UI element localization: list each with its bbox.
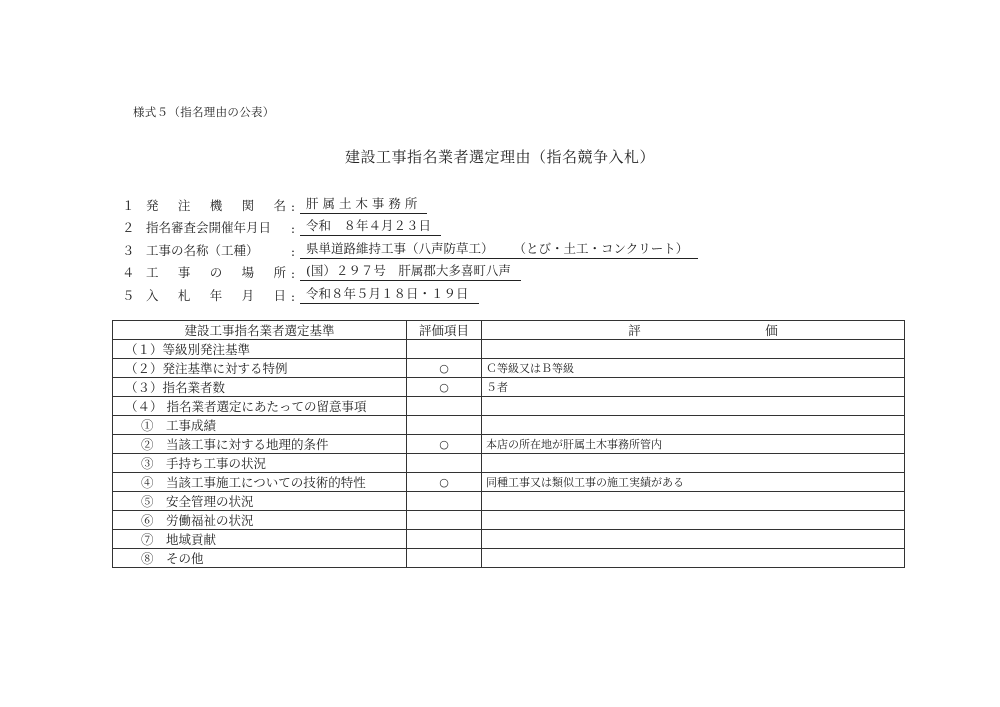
info-number: ４ — [122, 265, 135, 280]
table-row — [113, 416, 905, 435]
criteria-cell: ④ 当該工事施工についての技術的特性 — [113, 473, 407, 492]
info-label-part: 札 — [177, 287, 191, 303]
criteria-cell: ② 当該工事に対する地理的条件 — [113, 435, 407, 454]
evaluation-mark-cell — [407, 416, 482, 435]
evaluation-mark-cell — [407, 492, 482, 511]
document-title: 建設工事指名業者選定理由（指名競争入札） — [344, 148, 655, 166]
info-label-part: 注 — [177, 197, 191, 213]
info-row — [122, 236, 698, 259]
evaluation-mark-cell: ○ — [407, 378, 482, 397]
info-number: ５ — [122, 287, 135, 303]
criteria-cell: ⑦ 地域貢献 — [113, 530, 407, 549]
info-row — [122, 191, 698, 214]
info-label — [146, 286, 286, 304]
criteria-cell: （３）指名業者数 — [113, 378, 407, 397]
criteria-cell: （２）発注基準に対する特例 — [113, 359, 407, 378]
evaluation-header-a: 評 — [628, 323, 641, 338]
info-value-part: 令和８年５月１８日・１９日 — [306, 285, 469, 301]
info-value — [300, 261, 521, 281]
info-label-part: 場 — [241, 265, 255, 280]
evaluation-mark-cell — [407, 530, 482, 549]
evaluation-mark-cell — [407, 397, 482, 416]
info-value-part: 肝 属 土 木 事 務 所 — [306, 195, 418, 211]
criteria-cell: ⑤ 安全管理の状況 — [113, 492, 407, 511]
info-label — [146, 218, 286, 236]
criteria-cell: ⑧ その他 — [113, 549, 407, 568]
info-value-part: （とび・土工・コンクリート） — [513, 240, 689, 256]
evaluation-detail-cell: ５者 — [482, 378, 905, 397]
info-label — [146, 196, 286, 214]
table-row — [113, 549, 905, 568]
table-row — [113, 378, 905, 397]
evaluation-mark-cell: ○ — [407, 473, 482, 492]
info-label-part: 工 — [146, 265, 159, 280]
table-row — [113, 435, 905, 454]
info-label-part: 事 — [177, 265, 191, 280]
info-label-part: の — [209, 265, 223, 280]
criteria-cell: ① 工事成績 — [113, 416, 407, 435]
info-label-part: 工事の名称（工種） — [146, 242, 259, 258]
evaluation-detail-cell — [482, 416, 905, 435]
info-row — [122, 214, 698, 237]
info-value-part: 令和 ８年４月２３日 — [306, 218, 432, 233]
evaluation-header-b: 価 — [765, 323, 778, 338]
info-label-part: 入 — [146, 287, 159, 303]
criteria-cell: （４） 指名業者選定にあたっての留意事項 — [113, 397, 407, 416]
evaluation-detail-cell — [482, 454, 905, 473]
info-label-part: 名 — [273, 197, 286, 213]
info-colon: : — [290, 266, 296, 281]
info-row — [122, 281, 698, 304]
info-label — [146, 263, 286, 281]
evaluation-detail-cell: Ｃ等級又はＢ等級 — [482, 359, 905, 378]
info-value — [300, 194, 427, 214]
evaluation-mark-cell: ○ — [407, 359, 482, 378]
info-label — [146, 241, 286, 259]
criteria-header: 建設工事指名業者選定基準 — [113, 321, 407, 340]
info-label-part: 年 — [209, 287, 223, 303]
info-value — [300, 239, 698, 259]
info-number: ３ — [122, 242, 135, 258]
evaluation-header — [482, 321, 905, 340]
evaluation-mark-cell — [407, 340, 482, 359]
info-colon: : — [290, 243, 296, 259]
form-number: 様式５（指名理由の公表） — [133, 105, 275, 119]
info-colon: : — [290, 221, 296, 236]
evaluation-detail-cell — [482, 397, 905, 416]
table-header-row — [113, 321, 905, 340]
info-value — [300, 216, 441, 236]
table-row — [113, 530, 905, 549]
info-section — [122, 191, 698, 304]
table-row — [113, 511, 905, 530]
evaluation-mark-cell: ○ — [407, 435, 482, 454]
info-label-part: 指名審査会開催年月日 — [146, 220, 272, 235]
evaluation-detail-cell — [482, 492, 905, 511]
info-value-part: (国）２９７号 肝属郡大多喜町八声 — [306, 263, 511, 278]
criteria-cell: （１）等級別発注基準 — [113, 340, 407, 359]
info-label-part: 所 — [273, 265, 286, 280]
evaluation-detail-cell: 本店の所在地が肝属土木事務所管内 — [482, 435, 905, 454]
info-value-part: 県単道路維持工事（八声防草工） — [306, 240, 494, 256]
table-row — [113, 397, 905, 416]
info-label-part: 発 — [146, 197, 159, 213]
evaluation-detail-cell — [482, 340, 905, 359]
table-row — [113, 454, 905, 473]
evaluation-detail-cell — [482, 511, 905, 530]
info-row — [122, 259, 698, 282]
table-row — [113, 340, 905, 359]
evaluation-mark-cell — [407, 549, 482, 568]
info-label-part: 月 — [241, 287, 255, 303]
info-number: １ — [122, 197, 135, 213]
item-header: 評価項目 — [407, 321, 482, 340]
info-colon: : — [290, 288, 296, 304]
criteria-table — [112, 320, 905, 568]
info-label-part: 機 — [209, 197, 223, 213]
evaluation-mark-cell — [407, 454, 482, 473]
evaluation-detail-cell: 同種工事又は類似工事の施工実績がある — [482, 473, 905, 492]
evaluation-detail-cell — [482, 549, 905, 568]
table-row — [113, 359, 905, 378]
info-label-part: 日 — [273, 287, 286, 303]
table-row — [113, 492, 905, 511]
info-label-part: 関 — [241, 197, 255, 213]
criteria-cell: ③ 手持ち工事の状況 — [113, 454, 407, 473]
info-value — [300, 284, 479, 304]
info-number: ２ — [122, 220, 135, 235]
info-colon: : — [290, 198, 296, 214]
table-row — [113, 473, 905, 492]
criteria-cell: ⑥ 労働福祉の状況 — [113, 511, 407, 530]
evaluation-mark-cell — [407, 511, 482, 530]
evaluation-detail-cell — [482, 530, 905, 549]
